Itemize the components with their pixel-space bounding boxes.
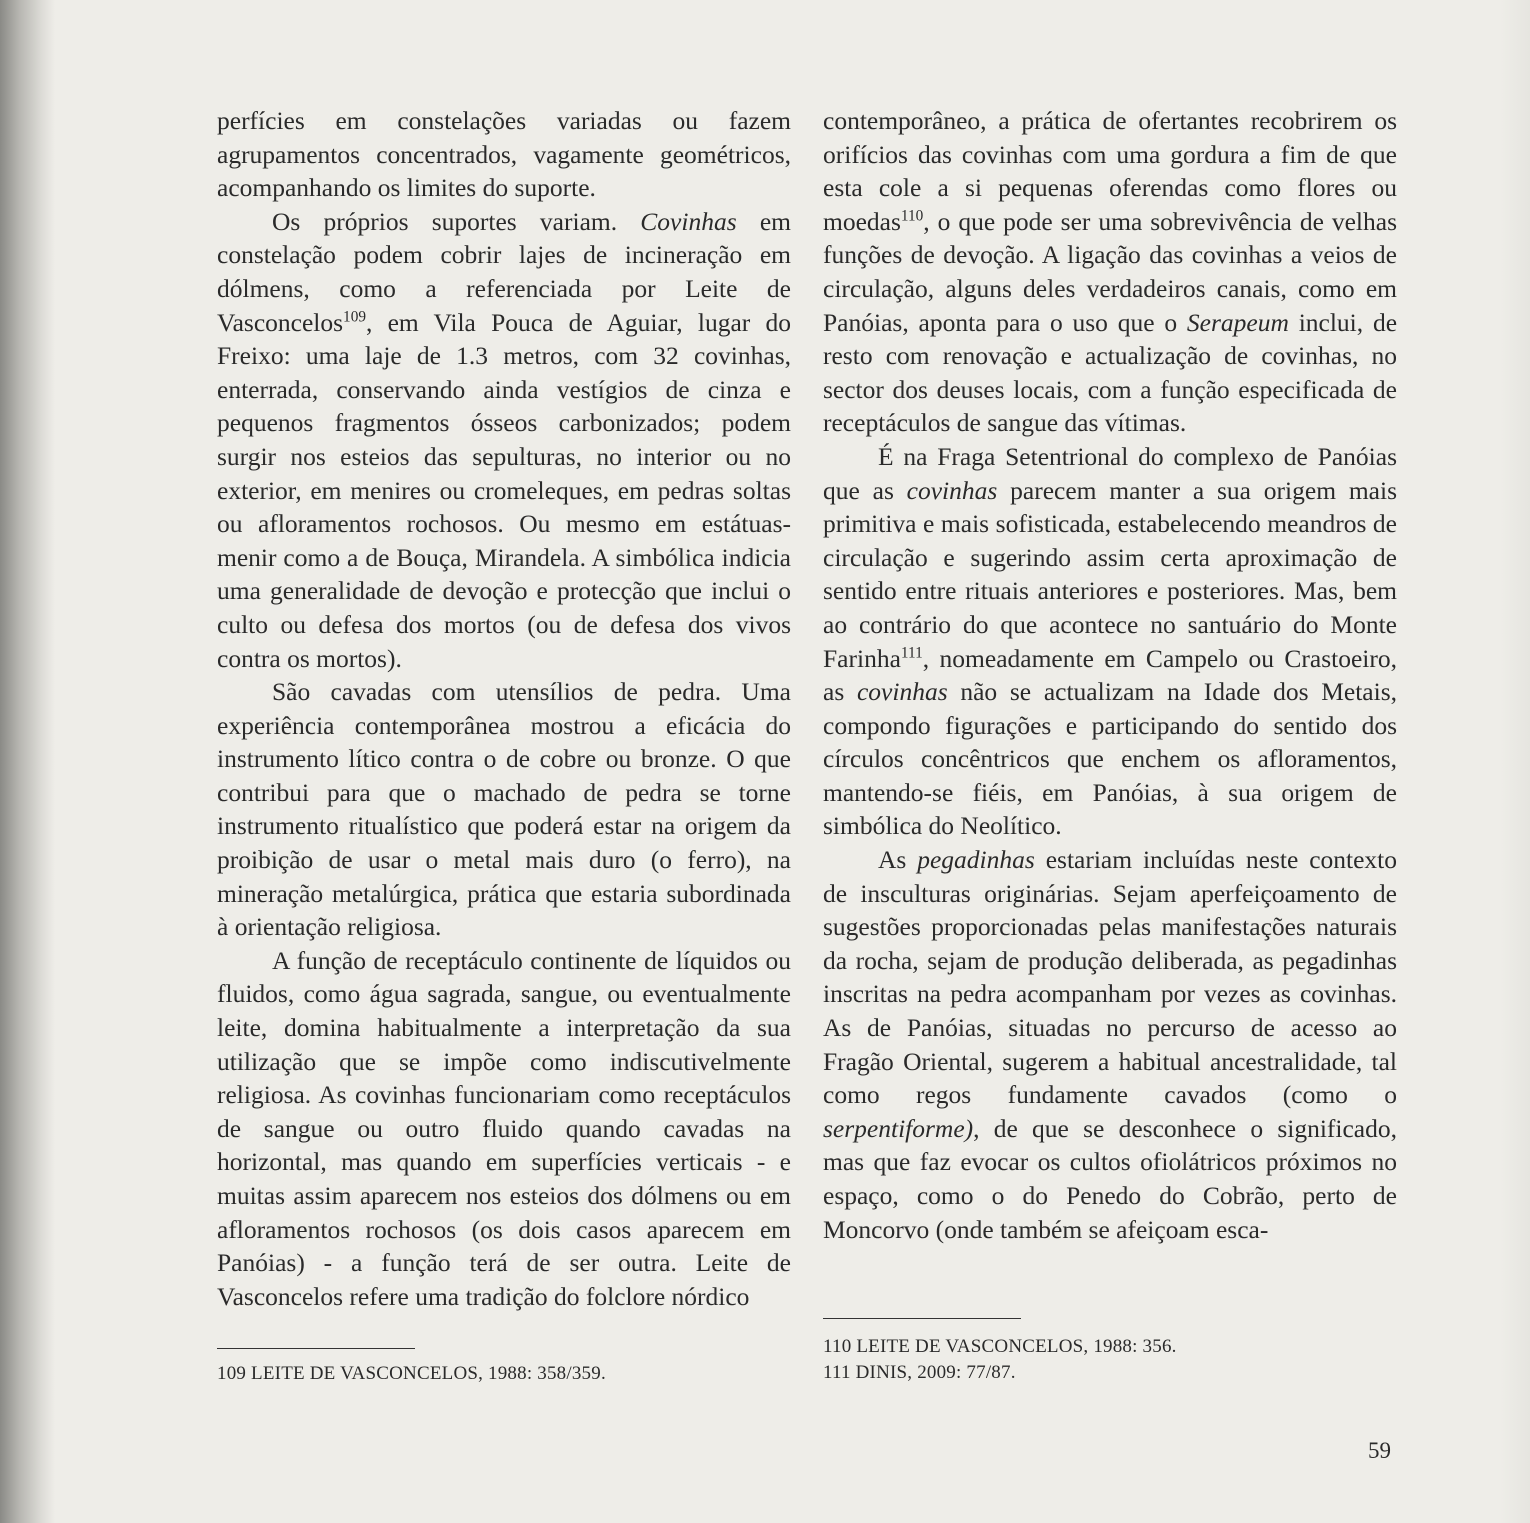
right-paragraph-1: contemporâneo, a prática de ofertantes recobrirem os orifícios das covinhas com uma gordura a fim de que esta cole a si pequenas oferendas como flores ou moedas$^{110}$, o que pode ser uma sobrevivência de velhas funções de devoção. A ligação das covinhas a veios de circulação, alguns deles verdadeiros canais, como em Panóias, aponta para o uso que o Serapeum inclui, de resto com renovação e actualização de covinhas, no sector dos deuses locais, com a função especificada de receptáculos de sangue das vítimas. xyxy=(823,106,1398,438)
footnote-ref-110: 110 xyxy=(900,207,924,225)
footnote-109: 109 LEITE DE VASCONCELOS, 1988: 358/359. xyxy=(217,1363,606,1384)
right-paragraph-3: As pegadinhas estariam incluídas neste contexto de insculturas originárias. Sejam aperfeiçoamento de sugestões proporcionadas pelas manifestações naturais da rocha, sejam de produção deliberada, as pegadinhas inscritas na pedra acompanham por vezes as covinhas. As de Panóias, situadas no percurso de acesso ao Fragão Oriental, sugerem a habitual ancestralidade, tal como regos fundamente cavados (como o serpentiforme), de que se desconhece o significado, mas que faz evocar os cultos ofiolátricos próximos no espaço, como o do Penedo do Cobrão, perto de Moncorvo (onde também se afeiçoam esca- xyxy=(823,845,1398,1244)
book-gutter-shadow xyxy=(0,0,55,1523)
left-paragraph-3: São cavadas com utensílios de pedra. Uma experiência contemporânea mostrou a eficácia do instrumento lítico contra o de cobre ou bronze. O que contribui para que o machado de pedra se torne instrumento ritualístico que poderá estar na origem da proibição de usar o metal mais duro (o ferro), na mineração metalúrgica, prática que estaria subordinada à orientação religiosa. xyxy=(217,677,791,942)
left-paragraph-1: perfícies em constelações variadas ou fazem agrupamentos concentrados, vagamente geométricos, acompanhando os limites do suporte. xyxy=(217,106,791,203)
footnote-ref-111: 111 xyxy=(900,644,923,661)
right-column xyxy=(823,104,1397,1246)
page-edge xyxy=(1500,0,1530,1523)
left-paragraph-4: A função de receptáculo continente de líquidos ou fluidos, como água sagrada, sangue, ou eventualmente leite, domina habitualmente a interpretação da sua utilização que se impõe como indiscutivelmente religiosa. As covinhas funcionariam como receptáculos de sangue ou outro fluido quando cavadas na horizontal, mas quando em superfícies verticais - e muitas assim aparecem nos esteios dos dólmens ou em afloramentos rochosos (os dois casos aparecem em Panóias) - a função terá de ser outra. Leite de Vasconcelos refere uma tradição do folclore nórdico xyxy=(217,945,791,1311)
footnote-ref-109: 109 xyxy=(343,308,366,326)
footnote-110: 110 LEITE DE VASCONCELOS, 1988: 356. xyxy=(823,1336,1177,1357)
footnote-111: 111 DINIS, 2009: 77/87. xyxy=(823,1362,1016,1383)
left-paragraph-2: Os próprios suportes variam. Covinhas em constelação podem cobrir lajes de incineração em dólmens, como a referenciada por Leite de Vasconcelos$^{109}$, em Vila Pouca de Aguiar, lugar do Freixo: uma laje de 1.3 metros, com 32 covinhas, enterrada, conservando ainda vestígios de cinza e pequenos fragmentos ósseos carbonizados; podem surgir nos esteios das sepulturas, no interior ou no exterior, em menires ou cromeleques, em pedras soltas ou afloramentos rochosos. Ou mesmo em estátuas-menir como a de Bouça, Mirandela. A simbólica indicia uma generalidade de devoção e protecção que inclui o culto ou defesa dos mortos (ou de defesa dos vivos contra os mortos). xyxy=(217,206,791,673)
left-column xyxy=(217,104,791,1313)
footnote-rule-right xyxy=(823,1318,1021,1319)
page-number: 59 xyxy=(1368,1438,1391,1463)
footnote-rule-left xyxy=(217,1348,415,1349)
right-paragraph-2: É na Fraga Setentrional do complexo de Panóias que as covinhas parecem manter a sua origem mais primitiva e mais sofisticada, estabelecendo meandros de circulação e sugerindo assim certa aproximação de sentido entre rituais anteriores e posteriores. Mas, bem ao contrário do que acontece no santuário do Monte Farinha$^{111}$, nomeadamente em Campelo ou Crastoeiro, as covinhas não se actualizam na Idade dos Metais, compondo figurações e participando do sentido dos círculos concêntricos que enchem os afloramentos, mantendo-se fiéis, em Panóias, à sua origem de simbólica do Neolítico. xyxy=(823,441,1398,841)
